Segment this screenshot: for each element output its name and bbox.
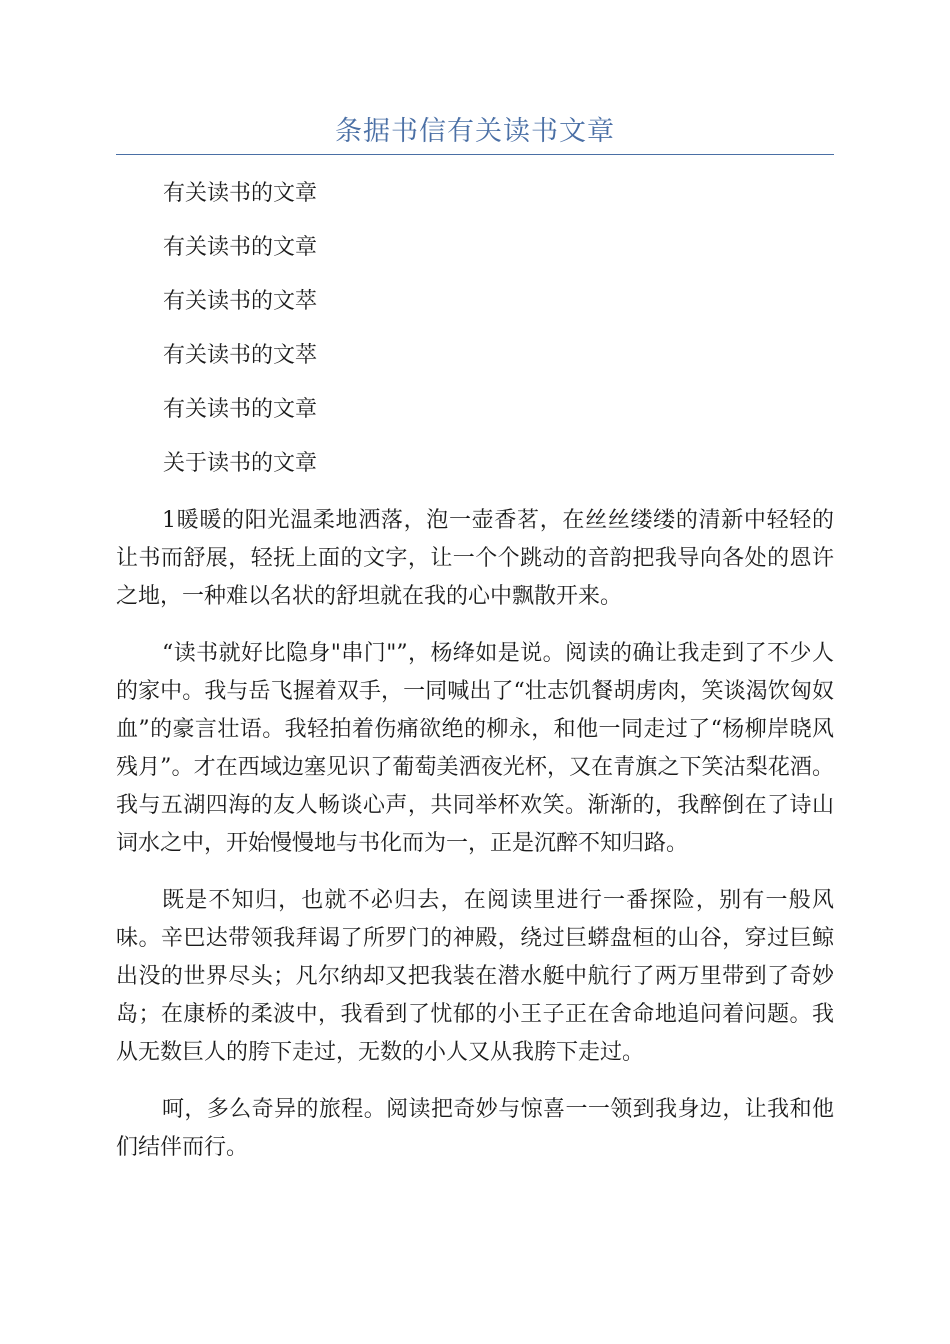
list-item: 有关读书的文萃: [163, 343, 318, 368]
article-body: [116, 502, 834, 1186]
paragraph: 既是不知归，也就不必归去，在阅读里进行一番探险，别有一般风味。辛巴达带领我拜谒了所罗门的神殿，绕过巨蟒盘桓的山谷，穿过巨鲸出没的世界尽头；凡尔纳却又把我装在潜水艇中航行了两万里带到了奇妙岛；在康桥的柔波中，我看到了忧郁的小王子正在舍命地追问着问题。我从无数巨人的胯下走过，无数的小人又从我胯下走过。: [116, 888, 834, 1065]
list-item: 关于读书的文章: [163, 451, 318, 476]
list-item: 有关读书的文章: [163, 397, 318, 422]
document-title: 条据书信有关读书文章: [335, 116, 615, 147]
paragraph: 呵，多么奇异的旅程。阅读把奇妙与惊喜一一领到我身边，让我和他们结伴而行。: [116, 1097, 834, 1160]
list-item: 有关读书的文萃: [163, 289, 318, 314]
article-list: [163, 176, 317, 500]
paragraph: 1暖暖的阳光温柔地洒落，泡一壶香茗，在丝丝缕缕的清新中轻轻的让书而舒展，轻抚上面的文字，让一个个跳动的音韵把我导向各处的恩许之地，一种难以名状的舒坦就在我的心中飘散开来。: [116, 508, 834, 609]
title-underline: [116, 154, 834, 155]
list-item: 有关读书的文章: [163, 181, 318, 206]
paragraph: “读书就好比隐身"串门"”，杨绛如是说。阅读的确让我走到了不少人的家中。我与岳飞握着双手，一同喊出了“壮志饥餐胡虏肉，笑谈渴饮匈奴血”的豪言壮语。我轻拍着伤痛欲绝的柳永，和他一同走过了“杨柳岸晓风残月”。才在西域边塞见识了葡萄美洒夜光杯，又在青旗之下笑沽梨花酒。我与五湖四海的友人畅谈心声，共同举杯欢笑。渐渐的，我醉倒在了诗山词水之中，开始慢慢地与书化而为一，正是沉醉不知归路。: [116, 641, 834, 856]
list-item: 有关读书的文章: [163, 235, 318, 260]
